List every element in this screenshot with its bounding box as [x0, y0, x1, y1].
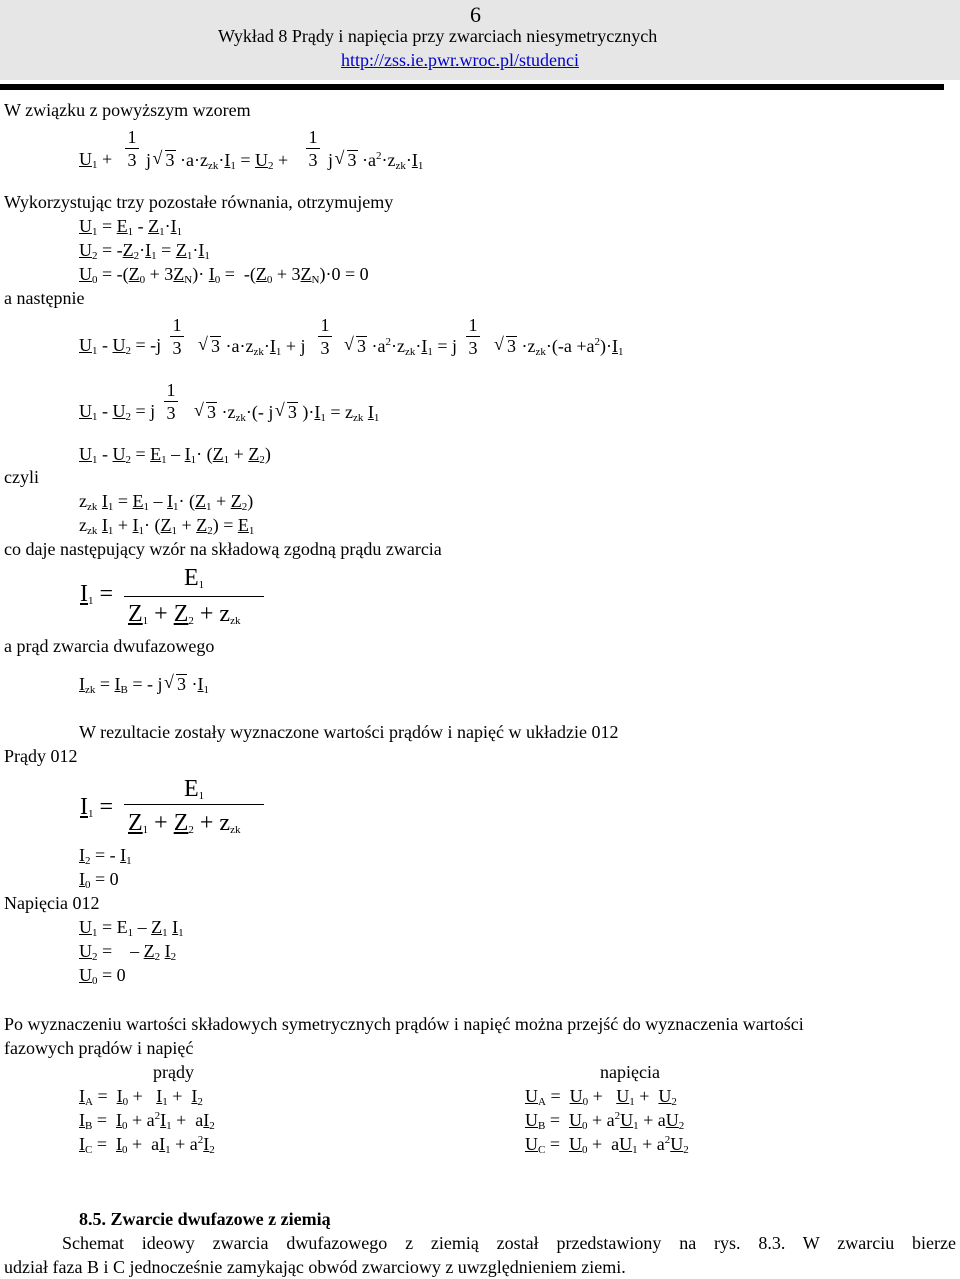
result-text: W rezultacie zostały wyznaczone wartości prądów i napięć w układzie 012 [79, 722, 619, 742]
equation-uc: $U_C = U_0 + aU_1 + a^2U_2$ [525, 1134, 689, 1156]
header-rule [0, 84, 944, 90]
equation-1-end: j √ $3 \cdot a^2\cdot z_{zk}\cdot I_1$ [328, 150, 423, 169]
equation-u2-v: $U_2$ = – $Z_2$ $I_2$ [79, 941, 177, 963]
paragraph-line-2: fazowych prądów i napięć [4, 1038, 194, 1058]
fraction-one-third: 1 3 [466, 316, 480, 357]
currents-012-heading: Prądy 012 [4, 746, 78, 766]
equation-diff-1-end: √ $3 \cdot a^2\cdot z_{zk}\cdot I_1 = j$ [356, 336, 457, 355]
equation-diff-3: $U_1 - U_2 = E_1 - I_1\cdot (Z_1 + Z_2)$ [79, 444, 271, 466]
equation-1-mid: j √ $3 \cdot a\cdot z_{zk}\cdot I_1 = U_2$ + [146, 150, 288, 169]
i1-numerator: $E_1$ [184, 565, 205, 591]
equation-u0-v: $U_0 = 0$ [79, 965, 126, 987]
equation-ua: $U_A = U_0 + U_1 + U_2$ [525, 1086, 677, 1108]
two-phase-text: a prąd zwarcia dwufazowego [4, 636, 215, 656]
voltages-012-heading: Napięcia 012 [4, 893, 100, 913]
i1-lhs-2: $I_1$ = [80, 794, 114, 820]
i1-denominator: $Z_1 + Z_2 + z_{zk}$ [128, 601, 241, 627]
formula-intro-text: co daje następujący wzór na składową zgodną prądu zwarcia [4, 539, 442, 559]
column-heading-currents: prądy [153, 1062, 194, 1082]
remaining-text: Wykorzystując trzy pozostałe równania, otrzymujemy [4, 192, 394, 212]
i1-denominator-2: $Z_1 + Z_2 + z_{zk}$ [128, 810, 241, 836]
equation-ic: $I_C = I_0 + aI_1 + a^2I_2$ [79, 1134, 215, 1156]
equation-diff-1-mid: √ $3 \cdot a\cdot z_{zk}\cdot I_1 + j$ [210, 336, 306, 355]
column-heading-voltages: napięcia [600, 1062, 660, 1082]
equation-diff-1: $U_1 - U_2 = -j$ [79, 335, 162, 357]
fraction-bar [124, 804, 264, 805]
paragraph-line-1: Po wyznaczeniu wartości składowych symetrycznych prądów i napięć można przejść do wyznaczenia wartości [4, 1014, 804, 1034]
equation-u2: $U_2 = -Z_2\cdot I_1 = Z_1\cdot I_1$ [79, 240, 210, 262]
equation-zzk-1: $z_{zk}$ $I_1 = E_1 - I_1\cdot (Z_1 + Z_2)$ [79, 491, 254, 513]
equation-i0: $I_0 = 0$ [79, 869, 119, 891]
equation-zzk-2: $z_{zk}$ $I_1 + I_1\cdot (Z_1 + Z_2) = E_1$ [79, 515, 255, 537]
equation-u0: $U_0 = -(Z_0 + 3Z_N)\cdot I_0 = -(Z_0 + 3Z_N)\cdot 0 = 0$ [79, 264, 369, 286]
fraction-one-third: 1 3 [306, 128, 320, 169]
equation-ub: $U_B = U_0 + a^2U_1 + aU_2$ [525, 1110, 685, 1132]
i1-lhs: $I_1$ = [80, 581, 114, 607]
equation-diff-2-end: √ $3 \cdot z_{zk}\cdot(-$ j √ 3 )$\cdot I_1 = z_{zk}$ $I_1$ [206, 402, 379, 421]
fraction-one-third: 1 3 [164, 381, 178, 422]
equation-u1: $U_1 = E_1 - Z_1\cdot I_1$ [79, 216, 183, 238]
equation-diff-2: $U_1 - U_2 = j$ [79, 401, 156, 423]
equation-1: $U_1$ + [79, 149, 113, 171]
lecture-title: Wykład 8 Prądy i napięcia przy zwarciach niesymetrycznych [218, 26, 658, 46]
fraction-one-third: 1 3 [125, 128, 139, 169]
equation-izk: $I_{zk} = I_B$ = - j √ $3 \cdot I_1$ [79, 674, 209, 693]
equation-diff-1-tail: √ $3 \cdot z_{zk}\cdot(-a +a^2)\cdot I_1$ [506, 336, 624, 355]
page-number: 6 [470, 2, 481, 27]
equation-u1-v: $U_1 = E_1 - Z_1$ $I_1$ [79, 917, 184, 939]
intro-text: W związku z powyższym wzorem [4, 100, 251, 120]
fraction-one-third: 1 3 [170, 316, 184, 357]
equation-i2: $I_2$ = - $I_1$ [79, 845, 132, 867]
then-text: a następnie [4, 288, 85, 308]
fraction-one-third: 1 3 [318, 316, 332, 357]
thus-text: czyli [4, 467, 39, 487]
equation-ia: $I_A = I_0 + I_1 + I_2$ [79, 1086, 203, 1108]
course-url-link[interactable]: http://zss.ie.pwr.wroc.pl/studenci [341, 50, 579, 70]
body-line-2: udział faza B i C jednocześnie zamykając obwód zwarciowy z uwzględnieniem ziemi. [4, 1257, 626, 1277]
section-title: 8.5. Zwarcie dwufazowe z ziemią [79, 1209, 331, 1229]
fraction-bar [124, 596, 264, 597]
i1-numerator-2: $E_1$ [184, 776, 205, 802]
body-line-1: Schemat ideowy zwarcia dwufazowego z ziemią został przedstawiony na rys. 8.3. W zwarciu bierze [62, 1233, 956, 1253]
equation-ib: $I_B = I_0 + a^2I_1 + aI_2$ [79, 1110, 215, 1132]
